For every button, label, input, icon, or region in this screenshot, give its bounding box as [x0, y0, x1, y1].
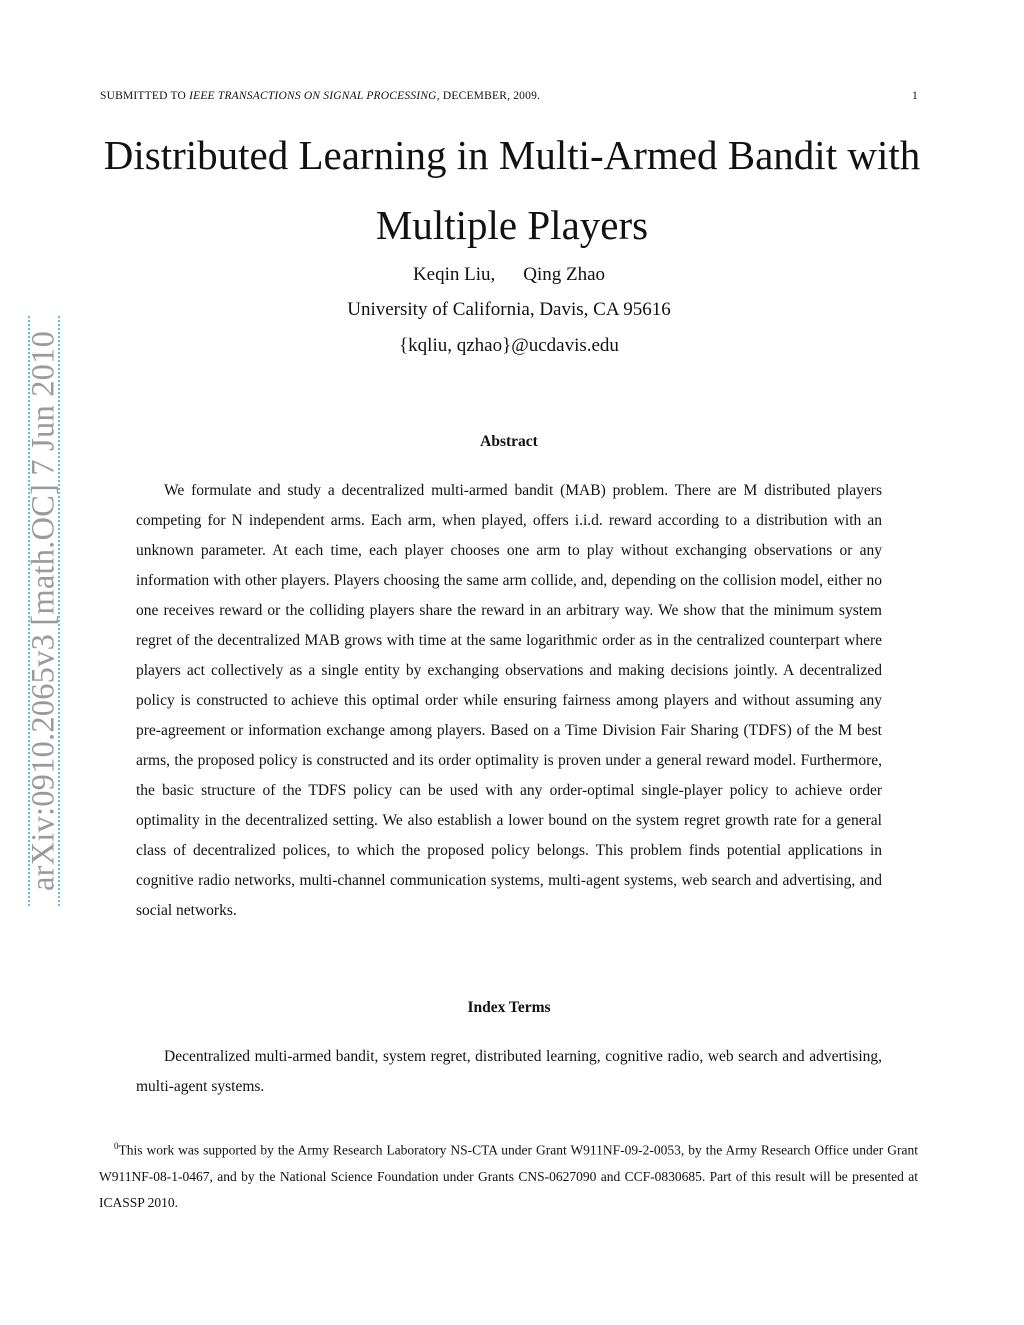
arxiv-stamp-label: arXiv:0910.2065v3 [math.OC] 7 Jun 2010: [25, 330, 62, 892]
author-2: Qing Zhao: [523, 264, 606, 285]
abstract-text: We formulate and study a decentralized multi-armed bandit (MAB) problem. There are M distributed players competing for N independent arms. Each arm, when played, offers i.i.d. reward according to a distribution with an unknown parameter. At each time, each player chooses one arm to play without exchanging observations or any information with other players. Players choosing the same arm collide, and, depending on the collision model, either no one receives reward or the colliding players share the reward in an arbitrary way. We show that the minimum system regret of the decentralized MAB grows with time at the same logarithmic order as in the centralized counterpart where players act collectively as a single entity by exchanging observations and making decisions jointly. A decentralized policy is constructed to achieve this optimal order while ensuring fairness among players and without assuming any pre-agreement or information exchange among players. Based on a Time Division Fair Sharing (TDFS) of the M best arms, the proposed policy is constructed and its order optimality is proven under a general reward model. Furthermore, the basic structure of the TDFS policy can be used with any order-optimal single-player policy to achieve order optimality in the decentralized setting. We also establish a lower bound on the system regret growth rate for a general class of decentralized polices, to which the proposed policy belongs. This problem finds potential applications in cognitive radio networks, multi-channel communication systems, multi-agent systems, web search and advertising, and social networks.: [136, 482, 882, 919]
affiliation: University of California, Davis, CA 95616: [347, 299, 671, 320]
index-terms-heading: Index Terms: [467, 999, 551, 1016]
running-header: [100, 90, 918, 102]
footnote-text: This work was supported by the Army Research Laboratory NS-CTA under Grant W911NF-09-2-0053, by the Army Research Office under Grant W911NF-08-1-0467, and by the National Science Foundation under Grants CNS-0627090 and CCF-0830685. Part of this result will be presented at ICASSP 2010.: [99, 1142, 918, 1210]
header-left: [100, 90, 540, 102]
header-journal: IEEE TRANSACTIONS ON SIGNAL PROCESSING: [189, 90, 437, 102]
paper-title: [60, 120, 964, 260]
author-email: {kqliu, qzhao}@ucdavis.edu: [399, 335, 619, 356]
header-prefix: SUBMITTED TO: [100, 90, 190, 102]
title-line-1: Distributed Learning in Multi-Armed Bandit with: [103, 132, 921, 178]
header-suffix: , DECEMBER, 2009.: [436, 90, 541, 102]
author-1: Keqin Liu,: [412, 264, 496, 285]
page-number: 1: [912, 90, 918, 102]
arxiv-stamp: [14, 316, 74, 906]
author-list: [0, 264, 1018, 286]
title-line-2: Multiple Players: [375, 202, 649, 248]
footnote-marker: 0: [114, 1141, 119, 1151]
footnote: [99, 1133, 918, 1216]
abstract-heading: Abstract: [480, 433, 538, 450]
index-terms-text: Decentralized multi-armed bandit, system regret, distributed learning, cognitive radio, web search and advertising, multi-agent systems.: [136, 1048, 882, 1095]
